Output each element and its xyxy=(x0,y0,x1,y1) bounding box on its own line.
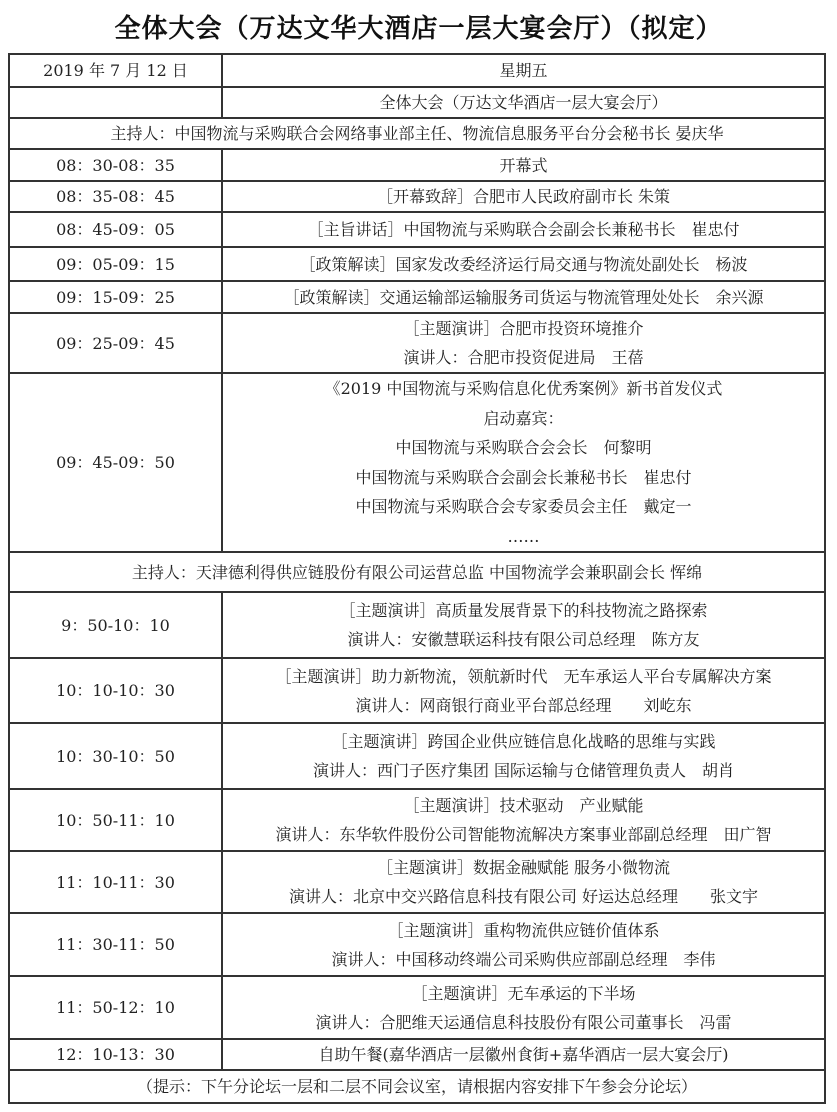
session-cell xyxy=(222,149,825,181)
session-line: ［主题演讲］无车承运的下半场 xyxy=(411,983,636,1003)
time-cell: 09：45-09：50 xyxy=(9,373,222,552)
session-cell xyxy=(222,373,825,552)
time-cell: 08：30-08：35 xyxy=(9,149,222,181)
session-cell xyxy=(222,181,825,212)
session-line: ［主题演讲］高质量发展背景下的科技物流之路探索 xyxy=(339,601,708,620)
session-line: ［主题演讲］合肥市投资环境推介 xyxy=(403,319,644,338)
schedule-row xyxy=(9,181,825,212)
full-width-cell xyxy=(9,552,825,592)
time-cell: 09：25-09：45 xyxy=(9,313,222,373)
schedule-row xyxy=(9,976,825,1039)
weekday-cell: 星期五 xyxy=(222,54,825,87)
session-line: （提示：下午分论坛一层和二层不同会议室，请根据内容安排下午参会分论坛） xyxy=(136,1077,697,1096)
time-cell: 10：10-10：30 xyxy=(9,658,222,723)
schedule-row xyxy=(9,789,825,851)
session-line: 演讲人：中国移动终端公司采购供应部副总经理 李伟 xyxy=(331,949,716,969)
date-cell: 2019 年 7 月 12 日 xyxy=(9,54,222,87)
full-width-cell xyxy=(9,118,825,149)
schedule-row xyxy=(9,281,825,313)
session-line: 《2019 中国物流与采购信息化优秀案例》新书首发仪式 xyxy=(324,379,723,398)
note-row xyxy=(9,118,825,149)
schedule-row xyxy=(9,373,825,552)
time-cell xyxy=(9,87,222,118)
schedule-row xyxy=(9,658,825,723)
time-cell: 09：15-09：25 xyxy=(9,281,222,313)
session-line: 演讲人：合肥维天运通信息科技股份有限公司董事长 冯雷 xyxy=(315,1012,732,1032)
session-cell xyxy=(222,851,825,913)
session-cell xyxy=(222,87,825,118)
session-line: 演讲人：西门子医疗集团 国际运输与仓储管理负责人 胡肖 xyxy=(312,761,735,780)
session-line: 主持人：天津德利得供应链股份有限公司运营总监 中国物流学会兼职副会长 恽绵 xyxy=(131,562,703,582)
session-line: 演讲人：合肥市投资促进局 王蓓 xyxy=(403,348,644,367)
time-cell: 10：30-10：50 xyxy=(9,723,222,789)
note-row xyxy=(9,1070,825,1103)
session-cell xyxy=(222,723,825,789)
schedule-row xyxy=(9,723,825,789)
schedule-row xyxy=(9,913,825,976)
session-line: ［政策解读］交通运输部运输服务司货运与物流管理处处长 余兴源 xyxy=(283,287,764,307)
session-line: 演讲人：东华软件股份公司智能物流解决方案事业部副总经理 田广智 xyxy=(275,825,772,844)
session-line: ［主题演讲］重构物流供应链价值体系 xyxy=(387,920,660,940)
header-row xyxy=(9,54,825,87)
session-line: ［主题演讲］跨国企业供应链信息化战略的思维与实践 xyxy=(331,732,716,751)
session-line: …… xyxy=(507,526,540,546)
session-cell xyxy=(222,313,825,373)
time-cell: 11：50-12：10 xyxy=(9,976,222,1039)
time-cell: 11：10-11：30 xyxy=(9,851,222,913)
session-cell xyxy=(222,976,825,1039)
session-line: 中国物流与采购联合会专家委员会主任 戴定一 xyxy=(355,497,692,516)
session-cell xyxy=(222,913,825,976)
schedule-row xyxy=(9,87,825,118)
session-line: ［政策解读］国家发改委经济运行局交通与物流处副处长 杨波 xyxy=(299,254,748,274)
session-cell xyxy=(222,1039,825,1070)
time-cell: 11：30-11：50 xyxy=(9,913,222,976)
session-cell xyxy=(222,789,825,851)
schedule-row xyxy=(9,313,825,373)
page-title: 全体大会（万达文华大酒店一层大宴会厅）（拟定） xyxy=(114,14,723,44)
time-cell: 08：45-09：05 xyxy=(9,212,222,247)
time-cell: 12：10-13：30 xyxy=(9,1039,222,1070)
session-line: 中国物流与采购联合会会长 何黎明 xyxy=(395,438,652,457)
session-cell xyxy=(222,281,825,313)
session-line: ［主题演讲］数据金融赋能 服务小微物流 xyxy=(376,858,671,877)
session-cell xyxy=(222,247,825,281)
session-line: ［开幕致辞］合肥市人民政府副市长 朱策 xyxy=(376,187,671,206)
schedule-row xyxy=(9,212,825,247)
schedule-row xyxy=(9,247,825,281)
time-cell: 09：05-09：15 xyxy=(9,247,222,281)
session-line: 主持人：中国物流与采购联合会网络事业部主任、物流信息服务平台分会秘书长 晏庆华 xyxy=(110,124,724,143)
session-line: 演讲人：安徽慧联运科技有限公司总经理 陈方友 xyxy=(347,630,700,649)
session-line: 自助午餐(嘉华酒店一层徽州食街+嘉华酒店一层大宴会厅) xyxy=(318,1045,729,1064)
schedule-row xyxy=(9,149,825,181)
session-line: 演讲人：北京中交兴路信息科技有限公司 好运达总经理 张文宇 xyxy=(288,887,759,906)
session-line: 全体大会（万达文华酒店一层大宴会厅） xyxy=(379,93,668,112)
session-line: 演讲人：网商银行商业平台部总经理 刘屹东 xyxy=(355,695,692,715)
schedule-table xyxy=(8,53,826,1104)
session-line: 中国物流与采购联合会副会长兼秘书长 崔忠付 xyxy=(355,467,692,487)
session-line: ［主旨讲话］中国物流与采购联合会副会长兼秘书长 崔忠付 xyxy=(307,220,740,239)
full-width-cell xyxy=(9,1070,825,1103)
session-cell xyxy=(222,592,825,658)
session-line: ［主题演讲］助力新物流，领航新时代 无车承运人平台专属解决方案 xyxy=(275,666,772,686)
schedule-row xyxy=(9,592,825,658)
schedule-row xyxy=(9,1039,825,1070)
time-cell: 08：35-08：45 xyxy=(9,181,222,212)
session-line: 开幕式 xyxy=(499,155,548,175)
session-cell xyxy=(222,212,825,247)
time-cell: 9：50-10：10 xyxy=(9,592,222,658)
time-cell: 10：50-11：10 xyxy=(9,789,222,851)
schedule-row xyxy=(9,851,825,913)
note-row xyxy=(9,552,825,592)
session-cell xyxy=(222,658,825,723)
session-line: 启动嘉宾： xyxy=(483,408,564,428)
session-line: ［主题演讲］技术驱动 产业赋能 xyxy=(403,796,644,815)
